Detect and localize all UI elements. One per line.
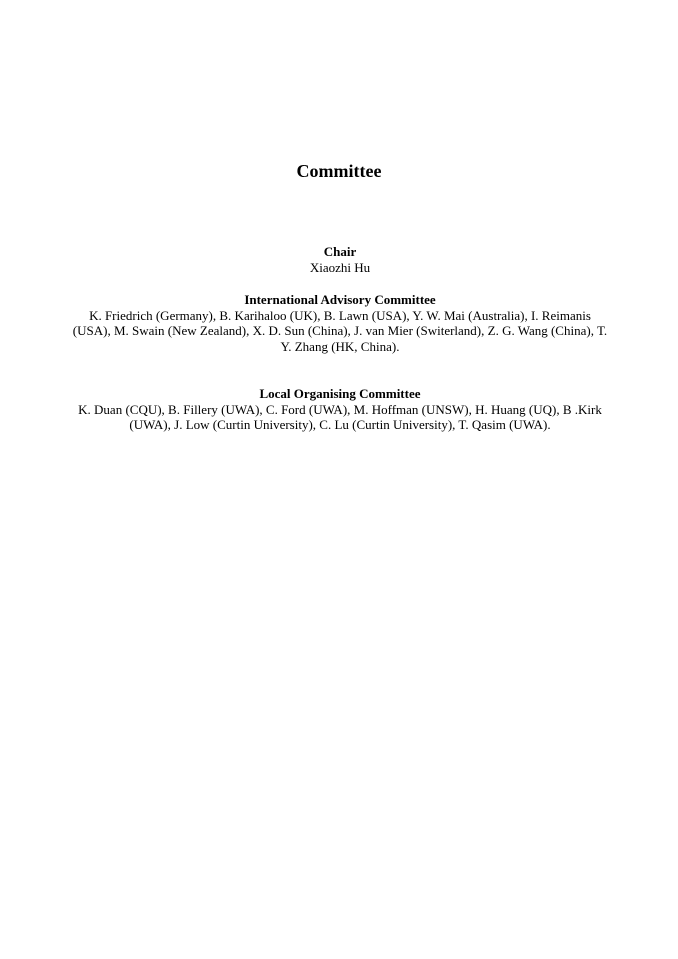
chair-name: Xiaozhi Hu xyxy=(309,259,371,275)
local-organising-committee-section xyxy=(70,386,610,433)
page-title: Committee xyxy=(296,161,382,181)
chair-heading: Chair xyxy=(323,244,357,259)
international-advisory-committee-members: K. Friedrich (Germany), B. Karihaloo (UK), B. Lawn (USA), Y. W. Mai (Australia), I. Reimanis (USA), M. Swain (New Zealand), X. D. Sun (China), J. van Mier (Switerland), Z. G. Wang (China), T. Y. Zhang (HK, China). xyxy=(72,307,608,354)
chair-section xyxy=(70,244,610,275)
international-advisory-committee-heading: International Advisory Committee xyxy=(244,292,436,307)
local-organising-committee-heading: Local Organising Committee xyxy=(259,386,421,401)
international-advisory-committee-section xyxy=(70,292,610,354)
local-organising-committee-members: K. Duan (CQU), B. Fillery (UWA), C. Ford (UWA), M. Hoffman (UNSW), H. Huang (UQ), B .Kirk (UWA), J. Low (Curtin University), C. Lu (Curtin University), T. Qasim (UWA). xyxy=(78,401,602,432)
